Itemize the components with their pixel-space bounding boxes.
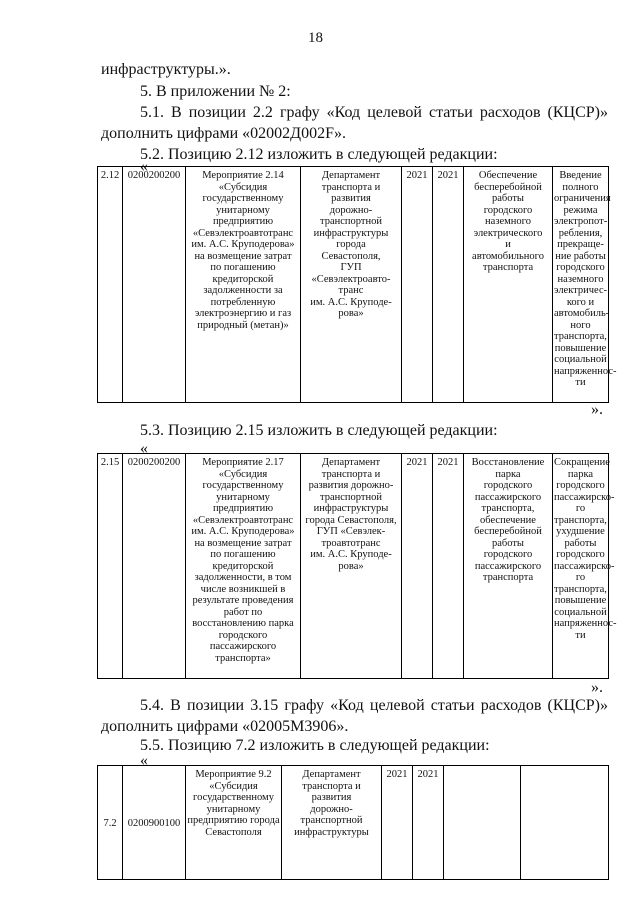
close-quote: ». [591,679,603,696]
cell-result: Восстановление парка городского пассажирского транспорта, обеспечение бесперебойной работы городского пассажирского транспорта [464,454,553,679]
cell-code: 0200200200 [123,454,186,679]
paragraph-line: дополнить цифрами «02002Д002F». [101,125,346,142]
cell-executor: Департамент транспорта и развития дорожно- транспортной инфраструктуры [282,766,382,880]
cell-year-end: 2021 [433,454,464,679]
page-number: 18 [308,30,323,46]
table-row [98,766,609,880]
paragraph-line: дополнить цифрами «02005М3906». [101,718,349,735]
open-quote: « [140,440,148,457]
paragraph-line: 5. В приложении № 2: [140,83,291,100]
cell-consequence: Введение полного ограничения режима электропот- ребления, прекраще- ние работы городского наземного электричес- кого и автомобиль- ного транспорта, повышение социальной напряженнос- ти [553,167,609,403]
paragraph-line: инфраструктуры.». [101,61,231,78]
table-position-2-12 [97,166,617,403]
table-row [98,167,609,403]
open-quote: « [140,158,148,175]
cell-year-start: 2021 [402,167,433,403]
cell-year-end: 2021 [433,167,464,403]
cell-code: 0200200200 [123,167,186,403]
table-position-7-2 [97,765,609,880]
cell-event: Мероприятие 2.14 «Субсидия государственному унитарному предприятию «Севэлектроавтотранс им. А.С. Круподерова» на возмещение затрат по погашению кредиторской задолженности за потребленную электроэнергию и газ природный (метан)» [186,167,301,403]
open-quote: « [140,752,148,769]
cell-consequence: Сокращение парка городского пассажирско- го транспорта, ухудшение работы городского пассажирско- го транспорта, повышение социальной напряженнос- ти [553,454,609,679]
cell-result [444,766,521,880]
paragraph-line: 5.1. В позиции 2.2 графу «Код целевой статьи расходов (КЦСР)» [140,104,608,121]
cell-year-start: 2021 [402,454,433,679]
close-quote: ». [591,401,603,418]
cell-event: Мероприятие 2.17 «Субсидия государственному унитарному предприятию «Севэлектроавтотранс им. А.С. Круподерова» на возмещение затрат по погашению кредиторской задолженности, в том числе возникшей в результате проведения работ по восстановлению парка городского пассажирского транспорта» [186,454,301,679]
cell-code: 0200900100 [123,766,186,880]
cell-event: Мероприятие 9.2 «Субсидия государственному унитарному предприятию города Севастополя [186,766,282,880]
table-position-2-15 [97,453,617,679]
cell-year-start: 2021 [382,766,413,880]
cell-executor: Департамент транспорта и развития дорожно- транспортной инфраструктуры города Севастополя, ГУП «Севэлек- троавтотранс им. А.С. Круподе- рова» [301,454,402,679]
cell-num: 7.2 [98,766,123,880]
cell-year-end: 2021 [413,766,444,880]
cell-num: 2.12 [98,167,123,403]
cell-result: Обеспечение бесперебойной работы городского наземного электрического и автомобильного транспорта [464,167,553,403]
paragraph-line: 5.5. Позицию 7.2 изложить в следующей редакции: [140,737,490,754]
cell-consequence [521,766,609,880]
paragraph-line: 5.3. Позицию 2.15 изложить в следующей редакции: [140,422,498,439]
cell-num: 2.15 [98,454,123,679]
paragraph-line: 5.2. Позицию 2.12 изложить в следующей редакции: [140,146,498,163]
cell-executor: Департамент транспорта и развития дорожно- транспортной инфраструктуры города Севастополя, ГУП «Севэлектроавто- транс им. А.С. Круподе- рова» [301,167,402,403]
table-row [98,454,609,679]
paragraph-line: 5.4. В позиции 3.15 графу «Код целевой статьи расходов (КЦСР)» [140,697,608,714]
